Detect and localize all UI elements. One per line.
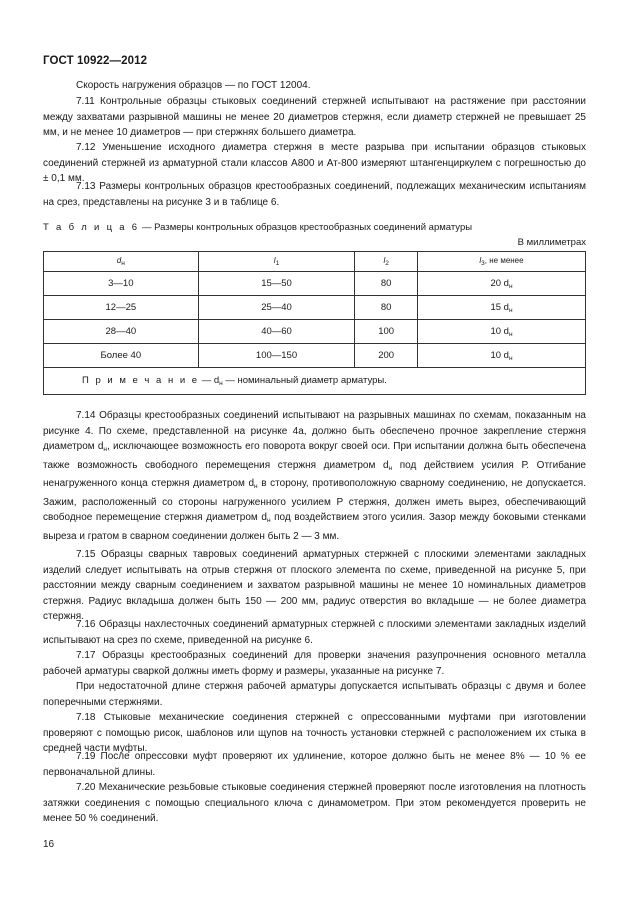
page-number: 16 <box>43 839 55 850</box>
cell-dn: 28—40 <box>44 320 199 344</box>
cell-l2: 100 <box>355 320 418 344</box>
cell-l1: 40—60 <box>198 320 355 344</box>
table-note-row <box>44 368 586 395</box>
paragraph-7-11: 7.11 Контрольные образцы стыковых соединений стержней испытывают на растяжение при расстоянии между захватами разрывной машины не менее 20 диаметров стержня, если диаметр стержней не превышает 25 мм, и не менее 10 диаметров — при стержнях большего диаметра. <box>43 96 586 138</box>
header-dn: $d_н$ <box>44 252 199 272</box>
table-row <box>44 320 586 344</box>
header-l1: $l_1$ <box>198 252 355 272</box>
cell-dn: Более 40 <box>44 344 199 368</box>
cell-dn: 3—10 <box>44 272 199 296</box>
paragraph-7-12: 7.12 Уменьшение исходного диаметра стержня в месте разрыва при испытании образцов стыковых соединений стержней из арматурной стали классов А800 и Ат-800 измеряют штангенциркулем с погрешностью до ± 0,1 мм. <box>43 142 586 184</box>
table-6 <box>43 251 586 395</box>
table-units: В миллиметрах <box>517 237 586 248</box>
table-caption: Т а б л и ц а 6 — Размеры контрольных образцов крестообразных соединений арматуры <box>43 222 473 233</box>
table-note: П р и м е ч а н и е — $d_н$ — номинальный диаметр арматуры. <box>44 368 586 395</box>
cell-l3: 20 $d_н$ <box>417 272 585 296</box>
table-header-row <box>44 252 586 272</box>
cell-l2: 80 <box>355 296 418 320</box>
table-row <box>44 344 586 368</box>
paragraph-7-17: 7.17 Образцы крестообразных соединений для проверки значения разупрочнения основного металла рабочей арматуры сваркой должны иметь форму и размеры, указанные на рисунке 7. <box>43 650 586 677</box>
paragraph-7-18: 7.18 Стыковые механические соединения стержней с опрессованными муфтами при изготовлении проверяют с помощью рисок, шаблонов или щупов на точность установки стержней с расположением их стыка в средней части муфты. <box>43 712 586 754</box>
paragraph-7-19: 7.19 После опрессовки муфт проверяют их удлинение, которое должно быть не менее 8% — 10 % ее первоначальной длины. <box>43 751 586 778</box>
document-header: ГОСТ 10922—2012 <box>43 55 148 67</box>
cell-l1: 25—40 <box>198 296 355 320</box>
cell-l3: 15 $d_н$ <box>417 296 585 320</box>
table-row <box>44 272 586 296</box>
cell-l1: 100—150 <box>198 344 355 368</box>
table-row <box>44 296 586 320</box>
header-l3: $l_3$, не менее <box>417 252 585 272</box>
header-l2: $l_2$ <box>355 252 418 272</box>
cell-l3: 10 $d_н$ <box>417 344 585 368</box>
paragraph-7-17-continued: При недостаточной длине стержня рабочей арматуры допускается испытывать образцы с двумя и более поперечными стержнями. <box>43 681 586 708</box>
paragraph-7-20: 7.20 Механические резьбовые стыковые соединения стержней проверяют после изготовления на плотность затяжки соединения с помощью специального ключа с динамометром. При этом рекомендуется проверить не менее 50 % соединений. <box>43 782 586 824</box>
cell-l2: 80 <box>355 272 418 296</box>
paragraph-7-13: 7.13 Размеры контрольных образцов крестообразных соединений, подлежащих механическим испытаниям на срез, представлены на рисунке 3 и в таблице 6. <box>43 181 586 208</box>
cell-dn: 12—25 <box>44 296 199 320</box>
paragraph-7-14: 7.14 Образцы крестообразных соединений испытывают на разрывных машинах по схемам, показанным на рисунке 4. По схеме, представленной на рисунке 4а, должно быть обеспечено прочное закрепление стержня диаметром $d_н$, исключающее возможность его поворота вокруг своей оси. При испытании должна быть обеспечена также возможность свободного перемещения стержня диаметром $d_н$ под действием усилия Р. Отгибание ненагруженного конца стержня диаметром $d_н$ в сторону, противоположную сварному соединению, не допускается. Зажим, расположенный со стороны нагруженного усилием Р стержня, должен иметь вырез, обеспечивающий свободное перемещение стержня диаметром $d_н$ под воздействием этого усилия. Зазор между боковыми стенками выреза и гратом в сварном соединении должен быть 2 — 3 мм. <box>43 410 586 542</box>
paragraph-7-15: 7.15 Образцы сварных тавровых соединений арматурных стержней с плоскими элементами закладных изделий следует испытывать на отрыв стержня от плоского элемента по схеме, приведенной на рисунке 5, при расстоянии между сварным соединением и захватом разрывной машины не менее 10 номинальных диаметров стержня. Радиус вкладыша должен быть 150 — 200 мм, радиус отверстия во вкладыше — не более диаметра стержня. <box>43 549 586 622</box>
paragraph-load-speed: Скорость нагружения образцов — по ГОСТ 12004. <box>76 80 311 91</box>
cell-l2: 200 <box>355 344 418 368</box>
paragraph-7-16: 7.16 Образцы нахлесточных соединений арматурных стержней с плоскими элементами закладных изделий испытывают на срез по схеме, приведенной на рисунке 6. <box>43 619 586 646</box>
cell-l1: 15—50 <box>198 272 355 296</box>
cell-l3: 10 $d_н$ <box>417 320 585 344</box>
